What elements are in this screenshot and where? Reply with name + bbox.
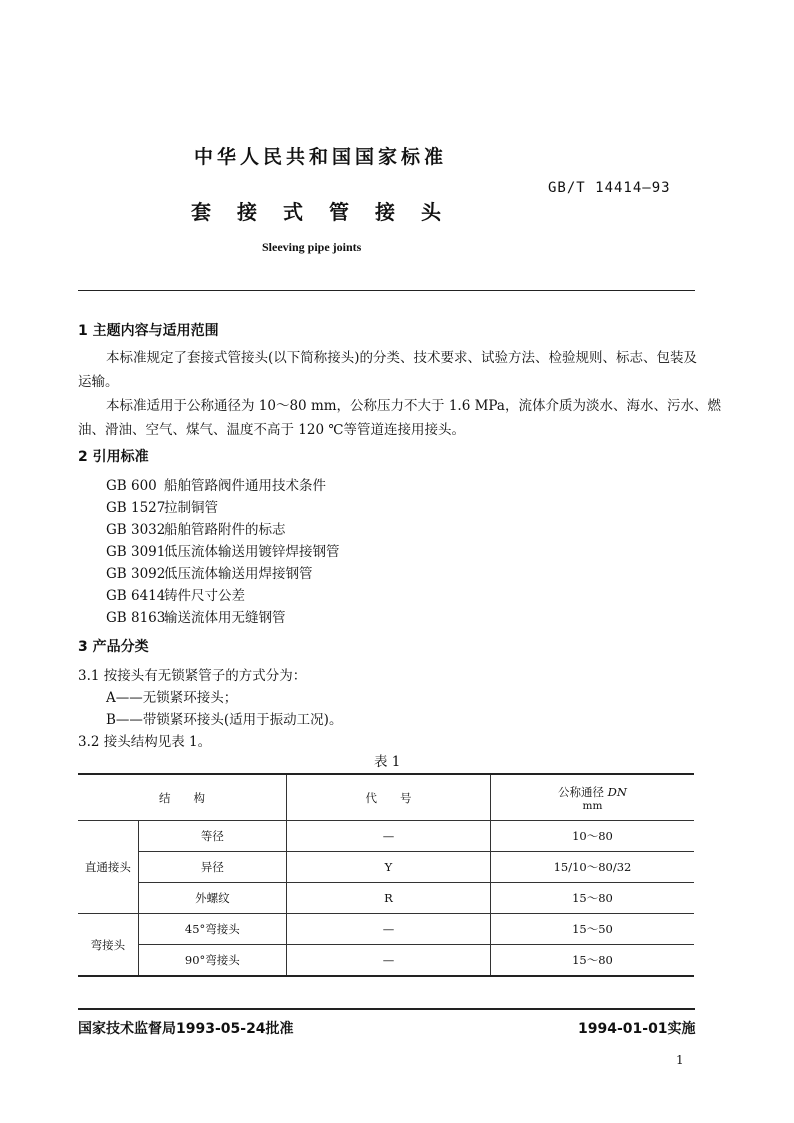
reference-item [106,606,286,630]
document-subtitle: Sleeving pipe joints [262,240,362,254]
type-code: R [286,883,490,914]
reference-title: 低压流体输送用镀锌焊接钢管 [164,544,340,560]
table-header-row [78,774,694,821]
reference-code: GB 3092 [106,566,166,582]
nominal-diameter: 15～50 [490,914,694,945]
header-divider [78,290,695,291]
reference-item [106,496,218,520]
section-1-para-1-line-2: 运输。 [78,374,119,390]
reference-item [106,474,326,498]
type-code: Y [286,852,490,883]
type-code: — [286,945,490,977]
header-dn-unit: mm [582,799,603,812]
nominal-diameter: 15/10～80/32 [490,852,694,883]
standard-code: GB/T 14414—93 [548,180,671,196]
page-number: 1 [676,1053,684,1067]
type-code: — [286,914,490,945]
clause-3-1-option-a: A——无锁紧环接头； [106,690,238,706]
reference-item [106,584,245,608]
reference-item [106,562,313,586]
group-straight-joint: 直通接头 [78,821,138,914]
reference-title: 铸件尺寸公差 [164,588,245,604]
reference-code: GB 6414 [106,588,166,604]
reference-title: 船舶管路阀件通用技术条件 [164,478,326,494]
reference-title: 输送流体用无缝钢管 [164,610,286,626]
section-2-heading: 2 引用标准 [78,449,149,465]
nominal-diameter: 10～80 [490,821,694,852]
standard-org-title: 中华人民共和国国家标准 [194,146,448,168]
joint-structure-table [78,773,694,977]
nominal-diameter: 15～80 [490,883,694,914]
table-caption: 表 1 [374,754,401,770]
document-title: 套接式管接头 [191,200,467,224]
section-3-heading: 3 产品分类 [78,639,149,655]
clause-3-1-option-b: B——带锁紧环接头(适用于振动工况)。 [106,712,343,728]
table-row [78,852,694,883]
table-row [78,945,694,977]
approval-line: 国家技术监督局1993-05-24批准 [78,1021,294,1037]
structure-type: 等径 [138,821,286,852]
reference-code: GB 3032 [106,522,166,538]
reference-code: GB 3091 [106,544,166,560]
section-1-para-2-line-1: 本标准适用于公称通径为 10～80 mm，公称压力不大于 1.6 MPa，流体介质为淡水、海水、污水、燃 [106,398,721,414]
table-row [78,821,694,852]
reference-item [106,518,286,542]
table-row [78,883,694,914]
clause-3-2: 3.2 接头结构见表 1。 [78,734,212,750]
section-1-heading: 1 主题内容与适用范围 [78,323,219,339]
type-code: — [286,821,490,852]
structure-type: 90°弯接头 [138,945,286,977]
clause-3-1: 3.1 按接头有无锁紧管子的方式分为： [78,668,307,684]
footer-divider [78,1008,695,1010]
structure-type: 异径 [138,852,286,883]
reference-code: GB 600 [106,478,157,494]
nominal-diameter: 15～80 [490,945,694,977]
reference-item [106,540,340,564]
reference-title: 拉制铜管 [164,500,218,516]
section-1-para-2-line-2: 油、滑油、空气、煤气、温度不高于 120 ℃等管道连接用接头。 [78,422,465,438]
header-code: 代 号 [286,774,490,821]
header-structure: 结 构 [78,774,286,821]
reference-code: GB 1527 [106,500,166,516]
structure-type: 45°弯接头 [138,914,286,945]
table-row [78,914,694,945]
header-nominal-diameter [490,774,694,821]
section-1-para-1-line-1: 本标准规定了套接式管接头(以下简称接头)的分类、技术要求、试验方法、检验规则、标志、包装及 [106,350,698,366]
header-dn-label: 公称通径 [558,784,604,799]
group-elbow-joint: 弯接头 [78,914,138,977]
effective-date: 1994-01-01实施 [578,1021,696,1037]
reference-title: 低压流体输送用焊接钢管 [164,566,313,582]
reference-code: GB 8163 [106,610,166,626]
reference-title: 船舶管路附件的标志 [164,522,286,538]
structure-type: 外螺纹 [138,883,286,914]
header-dn-symbol: DN [607,784,627,799]
